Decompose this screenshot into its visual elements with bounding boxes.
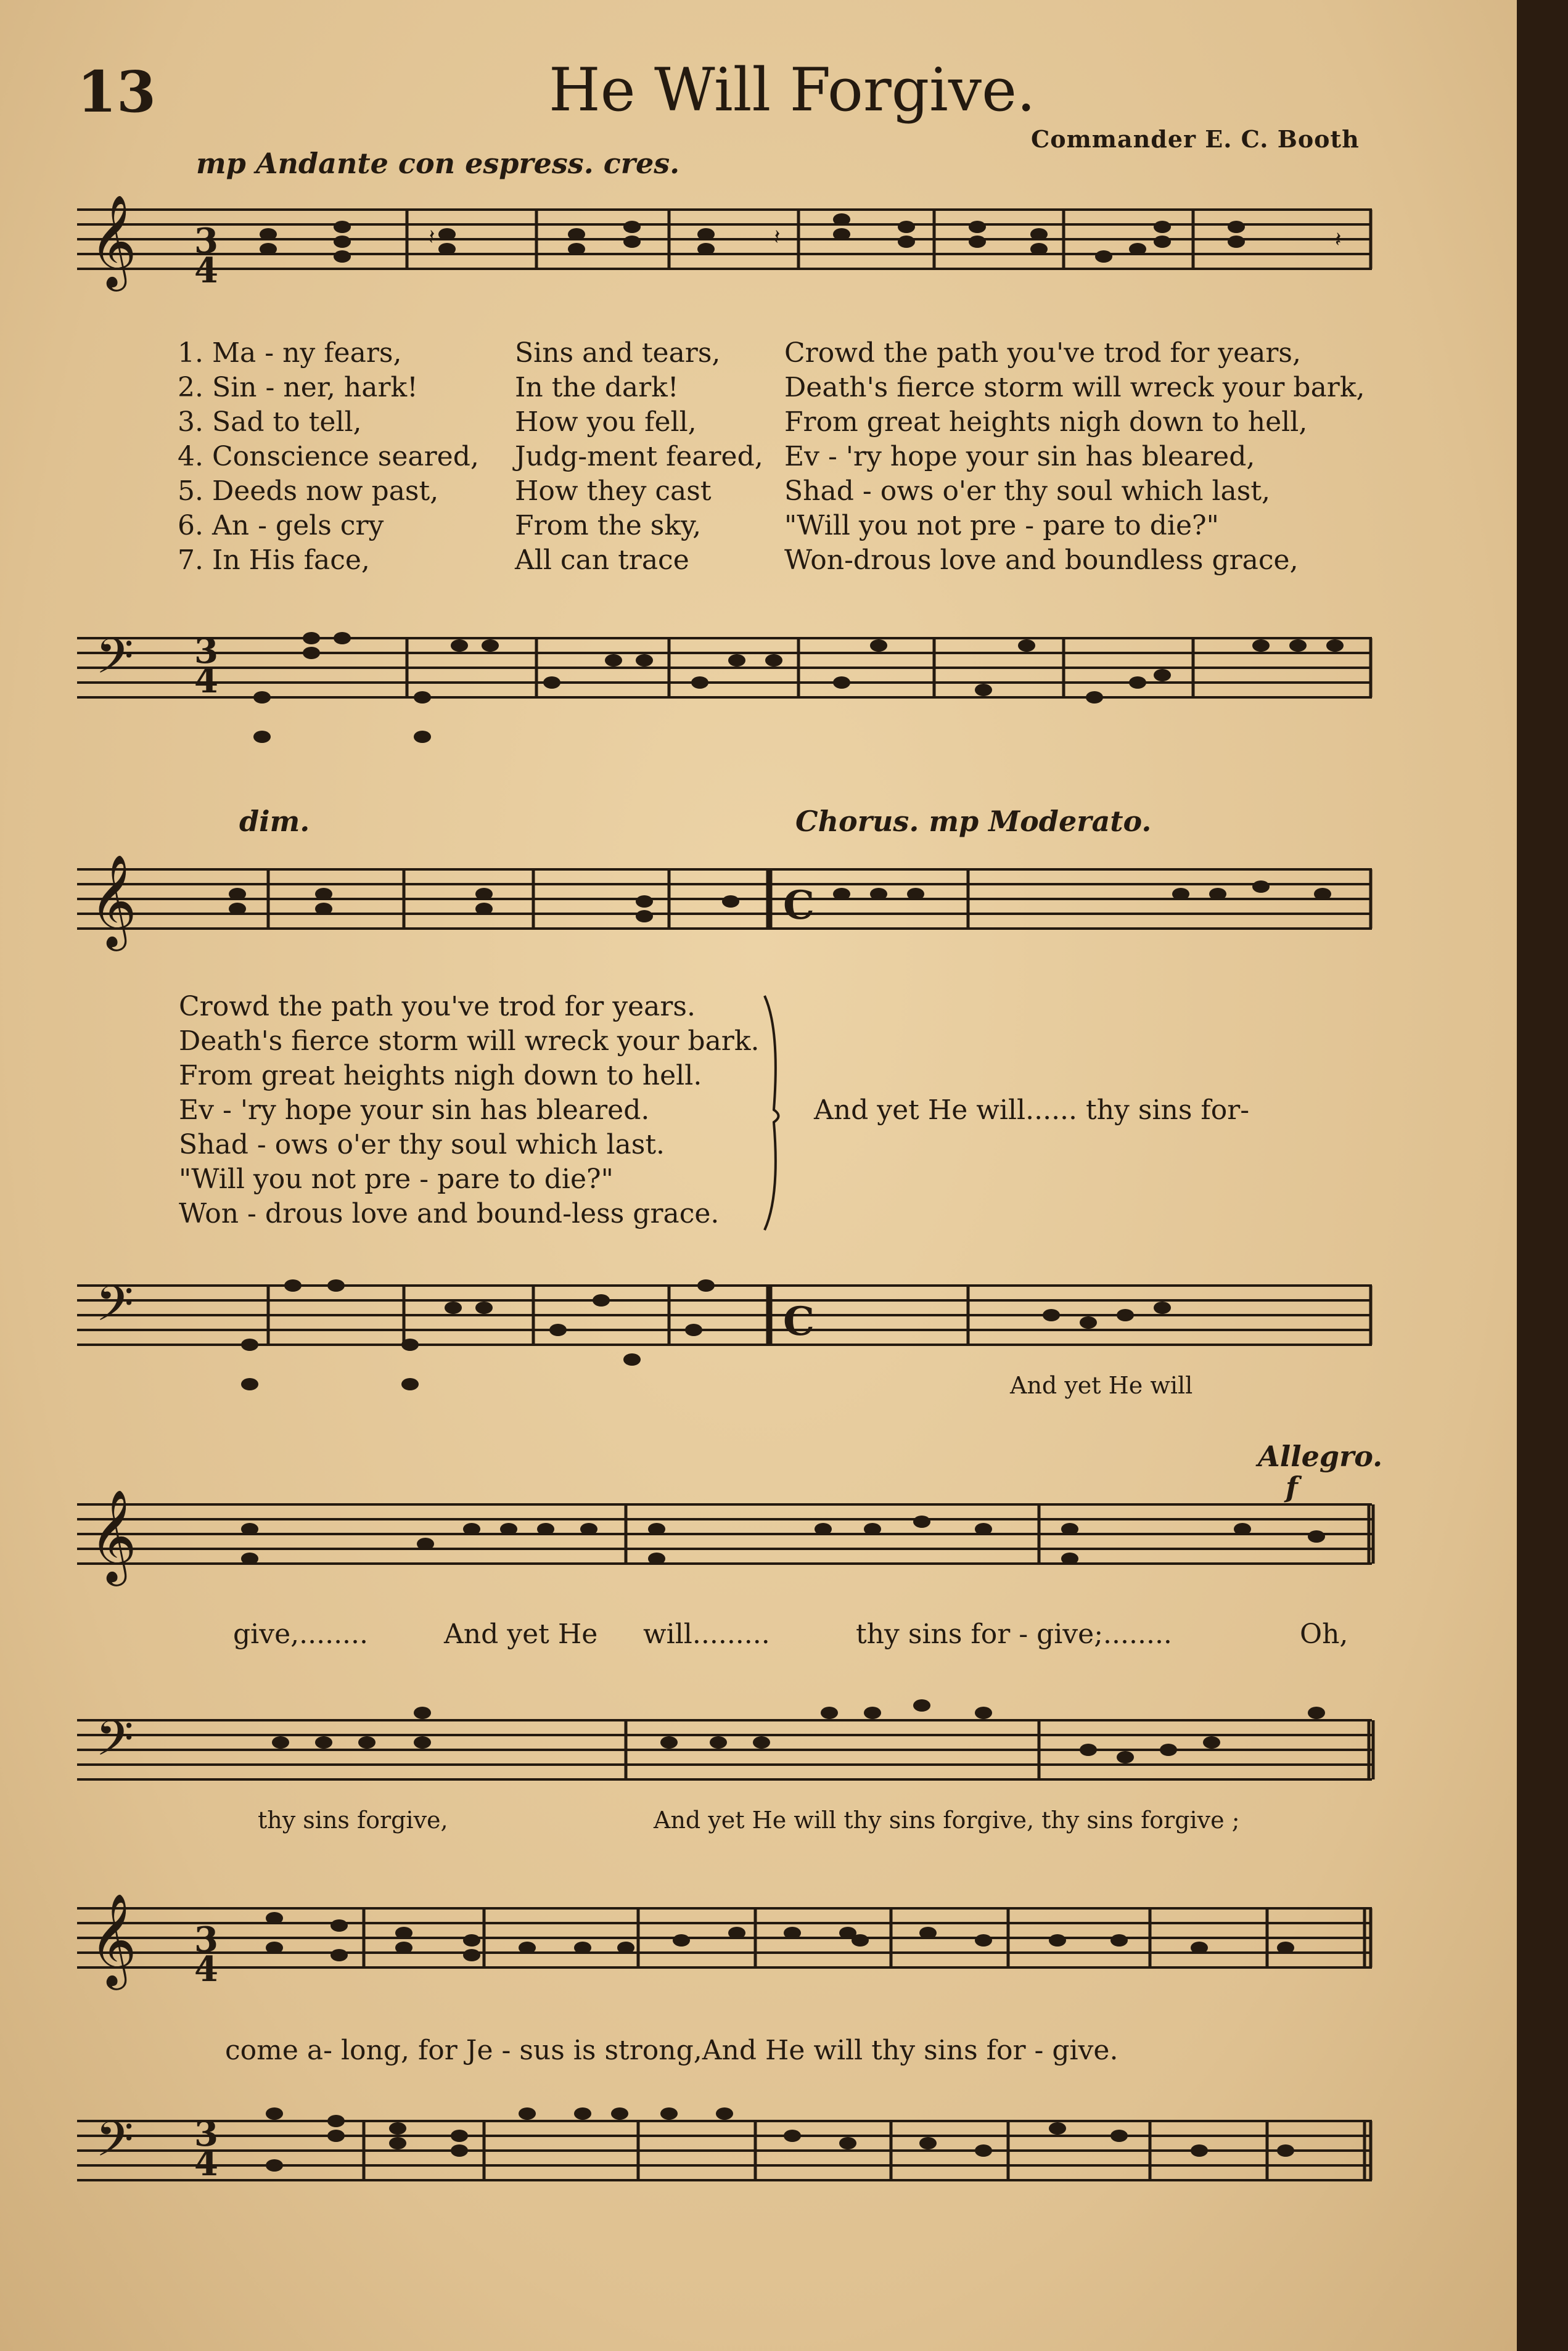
chorus-lyric-line1: And yet He will...... thy sins for- — [814, 1094, 1250, 1126]
verse-1-part-a: 1. Ma - ny fears, — [178, 337, 402, 369]
chorus-bass-lyric-line1: And yet He will — [1010, 1372, 1193, 1399]
chorus-final-lyric-line: come a- long, for Je - sus is strong,And He will thy sins for - give. — [225, 2035, 1119, 2066]
verse-1-part-c: Crowd the path you've trod for years, — [784, 337, 1301, 369]
svg-text:𝄞: 𝄞 — [89, 853, 137, 947]
verse-1-ending: Crowd the path you've trod for years. — [179, 991, 696, 1022]
system3-treble-staff — [77, 1488, 1390, 1615]
verse-4-part-a: 4. Conscience seared, — [178, 441, 479, 472]
chorus-lyric-give: give,........ — [233, 1619, 369, 1650]
system2-bass-staff — [77, 1275, 1390, 1421]
verse-3-part-b: How you fell, — [515, 406, 697, 438]
verse-endings — [179, 990, 760, 1231]
svg-text:C: C — [783, 1299, 815, 1345]
verse-7-ending: Won - drous love and bound-less grace. — [179, 1198, 720, 1229]
composer-credit: Commander E. C. Booth — [1031, 125, 1360, 153]
verse-7-part-c: Won-drous love and boundless grace, — [784, 544, 1299, 576]
verse-6-part-b: From the sky, — [515, 510, 702, 541]
tempo-marking-allegro: Allegro. — [1258, 1440, 1383, 1473]
svg-text:4: 4 — [194, 2143, 218, 2184]
chorus-marking: Chorus. mp Moderato. — [795, 805, 1152, 838]
verse-5-part-b: How they cast — [515, 475, 712, 507]
chorus-lyric-will: will......... — [643, 1619, 770, 1650]
svg-text:𝄽: 𝄽 — [1335, 228, 1342, 252]
chorus-bass-lyric-thy-sins-forgive: thy sins forgive, — [258, 1807, 448, 1834]
svg-text:3: 3 — [194, 2114, 218, 2154]
svg-text:4: 4 — [194, 250, 218, 291]
verse-2-part-c: Death's fierce storm will wreck your bark, — [784, 372, 1365, 403]
book-edge — [1517, 0, 1568, 2351]
verse-1-part-b: Sins and tears, — [515, 337, 721, 369]
chorus-lyric-oh: Oh, — [1300, 1619, 1348, 1650]
svg-text:𝄞: 𝄞 — [89, 1892, 137, 1986]
verse-6-part-a: 6. An - gels cry — [178, 510, 384, 541]
system4-bass-staff — [77, 2111, 1390, 2244]
svg-text:3: 3 — [194, 221, 218, 261]
svg-text:𝄞: 𝄞 — [89, 1488, 137, 1582]
svg-text:𝄢: 𝄢 — [96, 1710, 134, 1779]
system1-treble-staff — [77, 194, 1390, 321]
verse-7-part-b: All can trace — [515, 544, 689, 576]
page-number: 13 — [77, 59, 157, 125]
svg-text:C: C — [783, 882, 815, 929]
verse-2-part-b: In the dark! — [515, 372, 679, 403]
svg-text:4: 4 — [194, 1949, 218, 1990]
verse-4-part-b: Judg-ment feared, — [515, 441, 763, 472]
svg-text:4: 4 — [194, 660, 218, 701]
svg-text:𝄽: 𝄽 — [429, 225, 435, 250]
chorus-bass-lyric-and-yet-he-will: And yet He will thy sins forgive, thy sins forgive ; — [654, 1807, 1240, 1834]
svg-text:𝄢: 𝄢 — [96, 2111, 134, 2180]
dynamic-f: f — [1286, 1471, 1298, 1504]
verse-3-part-a: 3. Sad to tell, — [178, 406, 362, 438]
verse-4-part-c: Ev - 'ry hope your sin has bleared, — [784, 441, 1255, 472]
verse-brace — [761, 993, 786, 1233]
svg-text:𝄢: 𝄢 — [96, 1275, 134, 1344]
verse-7-part-a: 7. In His face, — [178, 544, 370, 576]
verse-column-2 — [515, 336, 763, 578]
hymn-title: He Will Forgive. — [549, 55, 1036, 125]
verse-3-part-c: From great heights nigh down to hell, — [784, 406, 1308, 438]
dynamic-dim: dim. — [239, 805, 310, 838]
svg-text:𝄞: 𝄞 — [89, 194, 137, 287]
verse-3-ending: From great heights nigh down to hell. — [179, 1060, 702, 1091]
svg-text:3: 3 — [194, 631, 218, 671]
system4-treble-staff — [77, 1892, 1390, 2019]
verse-5-part-a: 5. Deeds now past, — [178, 475, 439, 507]
system1-bass-staff — [77, 628, 1390, 786]
system2-treble-staff — [77, 853, 1390, 980]
tempo-marking-opening: mp Andante con espress. cres. — [196, 147, 680, 180]
verse-2-ending: Death's fierce storm will wreck your bark. — [179, 1025, 760, 1057]
system3-bass-staff — [77, 1710, 1390, 1819]
chorus-lyric-thy-sins-forgive: thy sins for - give;........ — [856, 1619, 1172, 1650]
verse-column-3 — [784, 336, 1365, 578]
svg-text:𝄽: 𝄽 — [774, 225, 781, 250]
verse-4-ending: Ev - 'ry hope your sin has bleared. — [179, 1094, 650, 1126]
verse-5-part-c: Shad - ows o'er thy soul which last, — [784, 475, 1271, 507]
verse-6-ending: "Will you not pre - pare to die?" — [179, 1163, 614, 1195]
verse-6-part-c: "Will you not pre - pare to die?" — [784, 510, 1219, 541]
verse-5-ending: Shad - ows o'er thy soul which last. — [179, 1129, 665, 1160]
chorus-lyric-and-yet-he: And yet He — [444, 1619, 598, 1650]
svg-text:𝄢: 𝄢 — [96, 628, 134, 697]
verse-column-1 — [178, 336, 479, 578]
verse-2-part-a: 2. Sin - ner, hark! — [178, 372, 418, 403]
svg-text:3: 3 — [194, 1919, 218, 1960]
